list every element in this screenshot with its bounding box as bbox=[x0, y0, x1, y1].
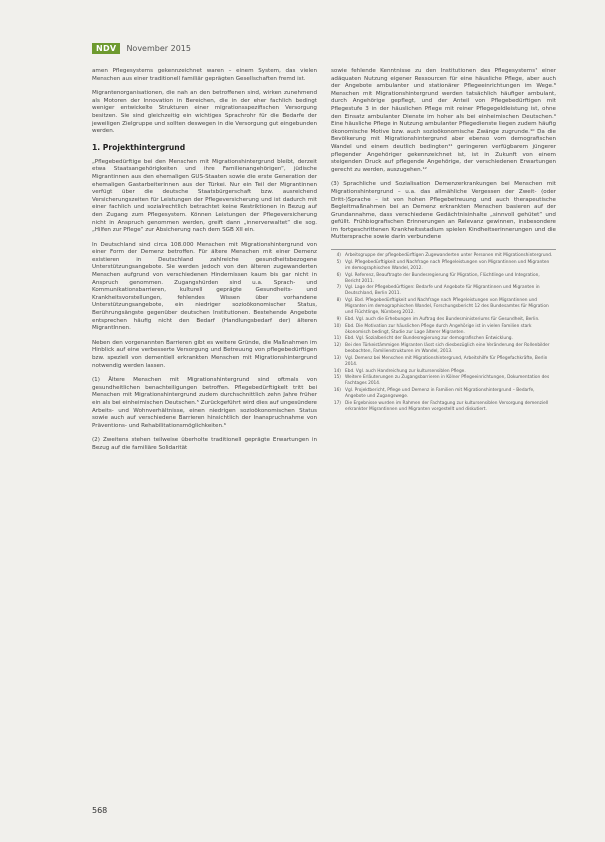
footnote-text: Arbeitsgruppe der pflegebedürftigen Zugewanderten unter Personen mit Migrationshintergrund. bbox=[345, 253, 553, 259]
footnote-text: Vgl. Projektbericht, Pflege und Demenz in Familien mit Migrationshintergrund – Bedarfe, Angebote und Zugangswege. bbox=[345, 388, 535, 400]
footnote bbox=[331, 388, 556, 400]
footnote-text: Vgl. Pflegebedürftigkeit und Nachfrage nach Pflegeleistungen von Migrantinnen und Migranten im demographischen Wandel, 2012. bbox=[345, 259, 550, 271]
footnote bbox=[331, 401, 556, 413]
footnote-number: 14) bbox=[333, 368, 341, 374]
footnote bbox=[331, 317, 556, 323]
footnote-number: 17) bbox=[333, 400, 341, 406]
paragraph: „Pflegebedürftige bei den Menschen mit Migrationshintergrund bleibt, derzeit etwa Staatsangehörigkeiten und ihre Familienangehörigen“, jüdische Migrantinnen aus den ehemaligen GUS-Staaten sowie die erste Generation der ehemaligen Gastarbeiterinnen aus der Türkei. Nur ein Teil der Migrantinnen verfügt über die deutsche Staatsbürgerschaft bzw. ausreichend Versicherungszeiten für Leistungen der Pflegeversicherung und ist dadurch mit einer fachlich und sozialrechtlich betrachtet keine Restriktionen in Bezug auf den Zugang zum Pflegesystem. Können Leistungen der Pflegeversicherung nicht in Anspruch genommen werden, greift dann „innerverwaltet“ die sog. „Hilfen zur Pflege“ zur Absicherung nach dem SGB XII ein. bbox=[92, 158, 317, 234]
paragraph: (1) Ältere Menschen mit Migrationshintergrund sind oftmals von gesundheitlichen benachteiligungen betroffen. PflegebedürftigkeIt tritt bei Menschen mit Migrationshintergrund zudem durchschnittlich zehn Jahre früher ein als bei einheimischen Deutschen.⁵ Zurückgeführt wird dies auf ungesündere Arbeits- und Wohnverhältnisse, einen niedrigen sozioökonomischen Status sowie auch auf verschiedene Barrieren hinsichtlich der Inanspruchnahme von Präventions- und Rehabilitationsmöglichkeiten.⁶ bbox=[92, 377, 317, 429]
paragraph: amen Pflegesystems gekennzeichnet waren – einem System, das vielen Menschen aus einer traditionell familiär geprägten Gesellschaften fremd ist. bbox=[92, 68, 317, 82]
footnote-number: 15) bbox=[333, 375, 341, 381]
footnote-text: Ebd. Vgl. Sozialbericht der Bundesregierung zur demografischen Entwicklung. bbox=[345, 336, 513, 342]
footnote-number: 6) bbox=[336, 272, 341, 278]
footnote-text: Vgl. Lage der Pflegebedürftigen: Bedarfe und Angebote für Migrantinnen und Migranten in Deutschland, Berlin 2011. bbox=[345, 285, 540, 297]
footnote bbox=[331, 253, 556, 259]
footnote-number: 7) bbox=[336, 285, 341, 291]
section-heading: 1. Projekthintergrund bbox=[92, 142, 186, 152]
footnotes bbox=[331, 249, 556, 413]
paragraph: (2) Zweitens stehen teilweise überholte traditionell geprägte Erwartungen in Bezug auf die familiäre Solidarität bbox=[92, 437, 317, 451]
paragraph: (3) Sprachliche und Sozialisation Demenzerkrankungen bei Menschen mit Migrationshintergrund – u.a. das allmähliche Vergessen der Zweit- (oder Dritt-)Sprache – ist von hohen Pflegebetreuung und auch therapeutische Begleitmaßnahmen bei an Demenz erkrankten Menschen basieren auf der Grundannahme, dass verschiedene Gedächtnisinhalte „sinnvoll gehütet“ und gefüllt. Frühbiografischen Erinnerungen an Relevanz gewinnen, insbesondere im fortgeschrittenen Krankheitsstadium spielen Kindheitserinnerungen und die Muttersprache sowie darin verbundene bbox=[331, 181, 556, 241]
footnote-text: Vgl. Referenz, Beauftragte der Bundesregierung für Migration, Flüchtlinge und Integration, Bericht 2011. bbox=[345, 272, 540, 284]
footnote bbox=[331, 343, 556, 355]
paragraph: Neben den vorgenannten Barrieren gibt es weitere Gründe, die Maßnahmen im Hinblick auf eine verbesserte Versorgung und Betreuung von pflegebedürftigen bzw. speziell von dementiell erkrankten Menschen mit Migrationshintergrund notwendig werden lassen. bbox=[92, 339, 317, 369]
footnote-number: 4) bbox=[336, 253, 341, 259]
footnote-number: 5) bbox=[336, 259, 341, 265]
footnote bbox=[331, 336, 556, 342]
footnote-text: Die Ergebnisse wurden im Rahmen der Fachtagung zur kultursensiblen Versorgung demenziell erkrankter Migrantinnen und Migranten vorgestellt und diskutiert. bbox=[345, 400, 549, 413]
footnote bbox=[331, 260, 556, 272]
footnote bbox=[331, 285, 556, 297]
footnote bbox=[331, 375, 556, 387]
footnote-number: 8) bbox=[336, 298, 341, 304]
left-column bbox=[92, 68, 317, 460]
page-number: 568 bbox=[92, 806, 108, 815]
paragraph: In Deutschland sind circa 108.000 Menschen mit Migrationshintergrund von einer Form der Demenz betroffen. Für ältere Menschen mit einer Demenz existieren in Deutschland zahlreiche gesundheitsbezogene Unterstützungsangebote. Sie werden jedoch von den älteren zugewanderten Menschen aufgrund von verschiedenen Hindernissen kaum bis gar nicht in Anspruch genommen. Zugangshürden sind u.a. Sprach- und Kommunikationsbarrieren, kulturell geprägte Gesundheits- und Krankheitsvorstellungen, fehlendes Wissen über vorhandene Unterstützungsangebote, ein niedriger sozioökonomischer Status, Berührungsängste gegenüber deutschen Institutionen. Bestehende Angebote entsprechen häufig nicht den Bedarf (Handlungsbedarf der) älteren MigrantInnen. bbox=[92, 241, 317, 332]
footnote bbox=[331, 356, 556, 368]
footnote-number: 12) bbox=[333, 343, 341, 349]
footnote-number: 13) bbox=[333, 355, 341, 361]
footnote-text: Ebd. Vgl. auch Handreichung zur kultursensiblen Pflege. bbox=[345, 368, 466, 374]
right-column bbox=[331, 68, 556, 414]
footnote-text: Ebd. Vgl. auch die Erhebungen im Auftrag des Bundesministeriums für Gesundheit, Berlin. bbox=[345, 316, 540, 322]
footnote-text: Weitere Erläuterungen zu Zugangsbarrieren in Kölner Pflegeeinrichtungen, Dokumentation des Fachtages 2014. bbox=[345, 375, 550, 387]
footnote-number: 16) bbox=[333, 388, 341, 394]
footnote bbox=[331, 369, 556, 375]
footnote-number: 10) bbox=[333, 323, 341, 329]
footnote-number: 9) bbox=[336, 316, 341, 322]
footnote-text: Ebd. Die Motivation zur häuslichen Pflege durch Angehörige ist in vielen Familien stark ökonomisch bedingt, Studie zur Lage älterer Migranten. bbox=[345, 323, 532, 335]
footnote-text: Vgl. Demenz bei Menschen mit Migrationshintergrund, Arbeitshilfe für Pflegefachkräfte, Berlin 2014. bbox=[345, 355, 548, 367]
page-header bbox=[92, 43, 191, 54]
issue-date: November 2015 bbox=[126, 44, 191, 53]
journal-badge: NDV bbox=[92, 43, 120, 54]
footnote bbox=[331, 324, 556, 336]
footnote-number: 11) bbox=[333, 336, 341, 342]
paragraph: sowie fehlende Kenntnisse zu den Institutionen des Pflegesystems⁷ einer adäquaten Nutzung eigener Ressourcen für eine häusliche Pflege, aber auch der Angebote ambulanter und stationärer Pflegeeinrichtungen im Wege.⁸ Menschen mit Migrationshintergrund werden tatsächlich häufiger ambulant, durch Angehörige gepflegt, und der Anteil von Pflegebedürftigen mit Pflegestufe 3 in der häuslichen Pflege mit reiner Pflegegeldleistung ist, ohne den Einsatz ambulanter Dienste im hoher als bei einheimischen Deutschen.⁹ Eine häusliche Pflege in Nutzung ambulanter Pflegedienste liegen zudem häufig ökonomische Motive bzw. auch sozioökonomische Zwänge zugrunde.¹⁰ Da die Bevölkerung mit Migrationshintergrund aber ebenso vom demografischen Wandel und einem deutlich bedingten¹¹ geringeren verfügbarem jüngerer pflegender Angehöriger gekennzeichnet ist, ist in Zukunft von einem steigenden Druck auf pflegende Angehörige, der verschiedenen Erwartungen gerecht zu werden, auszugehen.¹² bbox=[331, 68, 556, 173]
footnote-text: Bei den Türkeistämmigen Migranten lässt sich diesbezüglich eine Veränderung der Rollenbilder beobachten, Familienstrukturen im Wandel, 2013. bbox=[345, 343, 550, 355]
paragraph: Migrantenorganisationen, die nah an den betroffenen sind, wirken zunehmend als Motoren der Innovation in Bereichen, die in der eher fachlich bedingt weniger entwickelte Strukturen einer migrationsspezifischen Versorgung besitzen. Sie sind gleichzeitig ein wichtiges Sprachrohr für die Bedarfe der jeweiligen Zielgruppe und sollten deswegen in die Versorgung gut eingebunden werden. bbox=[92, 90, 317, 135]
footnote bbox=[331, 298, 556, 316]
footnote bbox=[331, 273, 556, 285]
footnote-text: Vgl. Ebd. Pflegebedürftigkeit und Nachfrage nach Pflegeleistungen von Migrantinnen und Migranten im demographischen Wandel, Forschungsbericht 12 des Bundesamtes für Migration und Flüchtlinge, Nürnberg 2012. bbox=[345, 298, 549, 316]
